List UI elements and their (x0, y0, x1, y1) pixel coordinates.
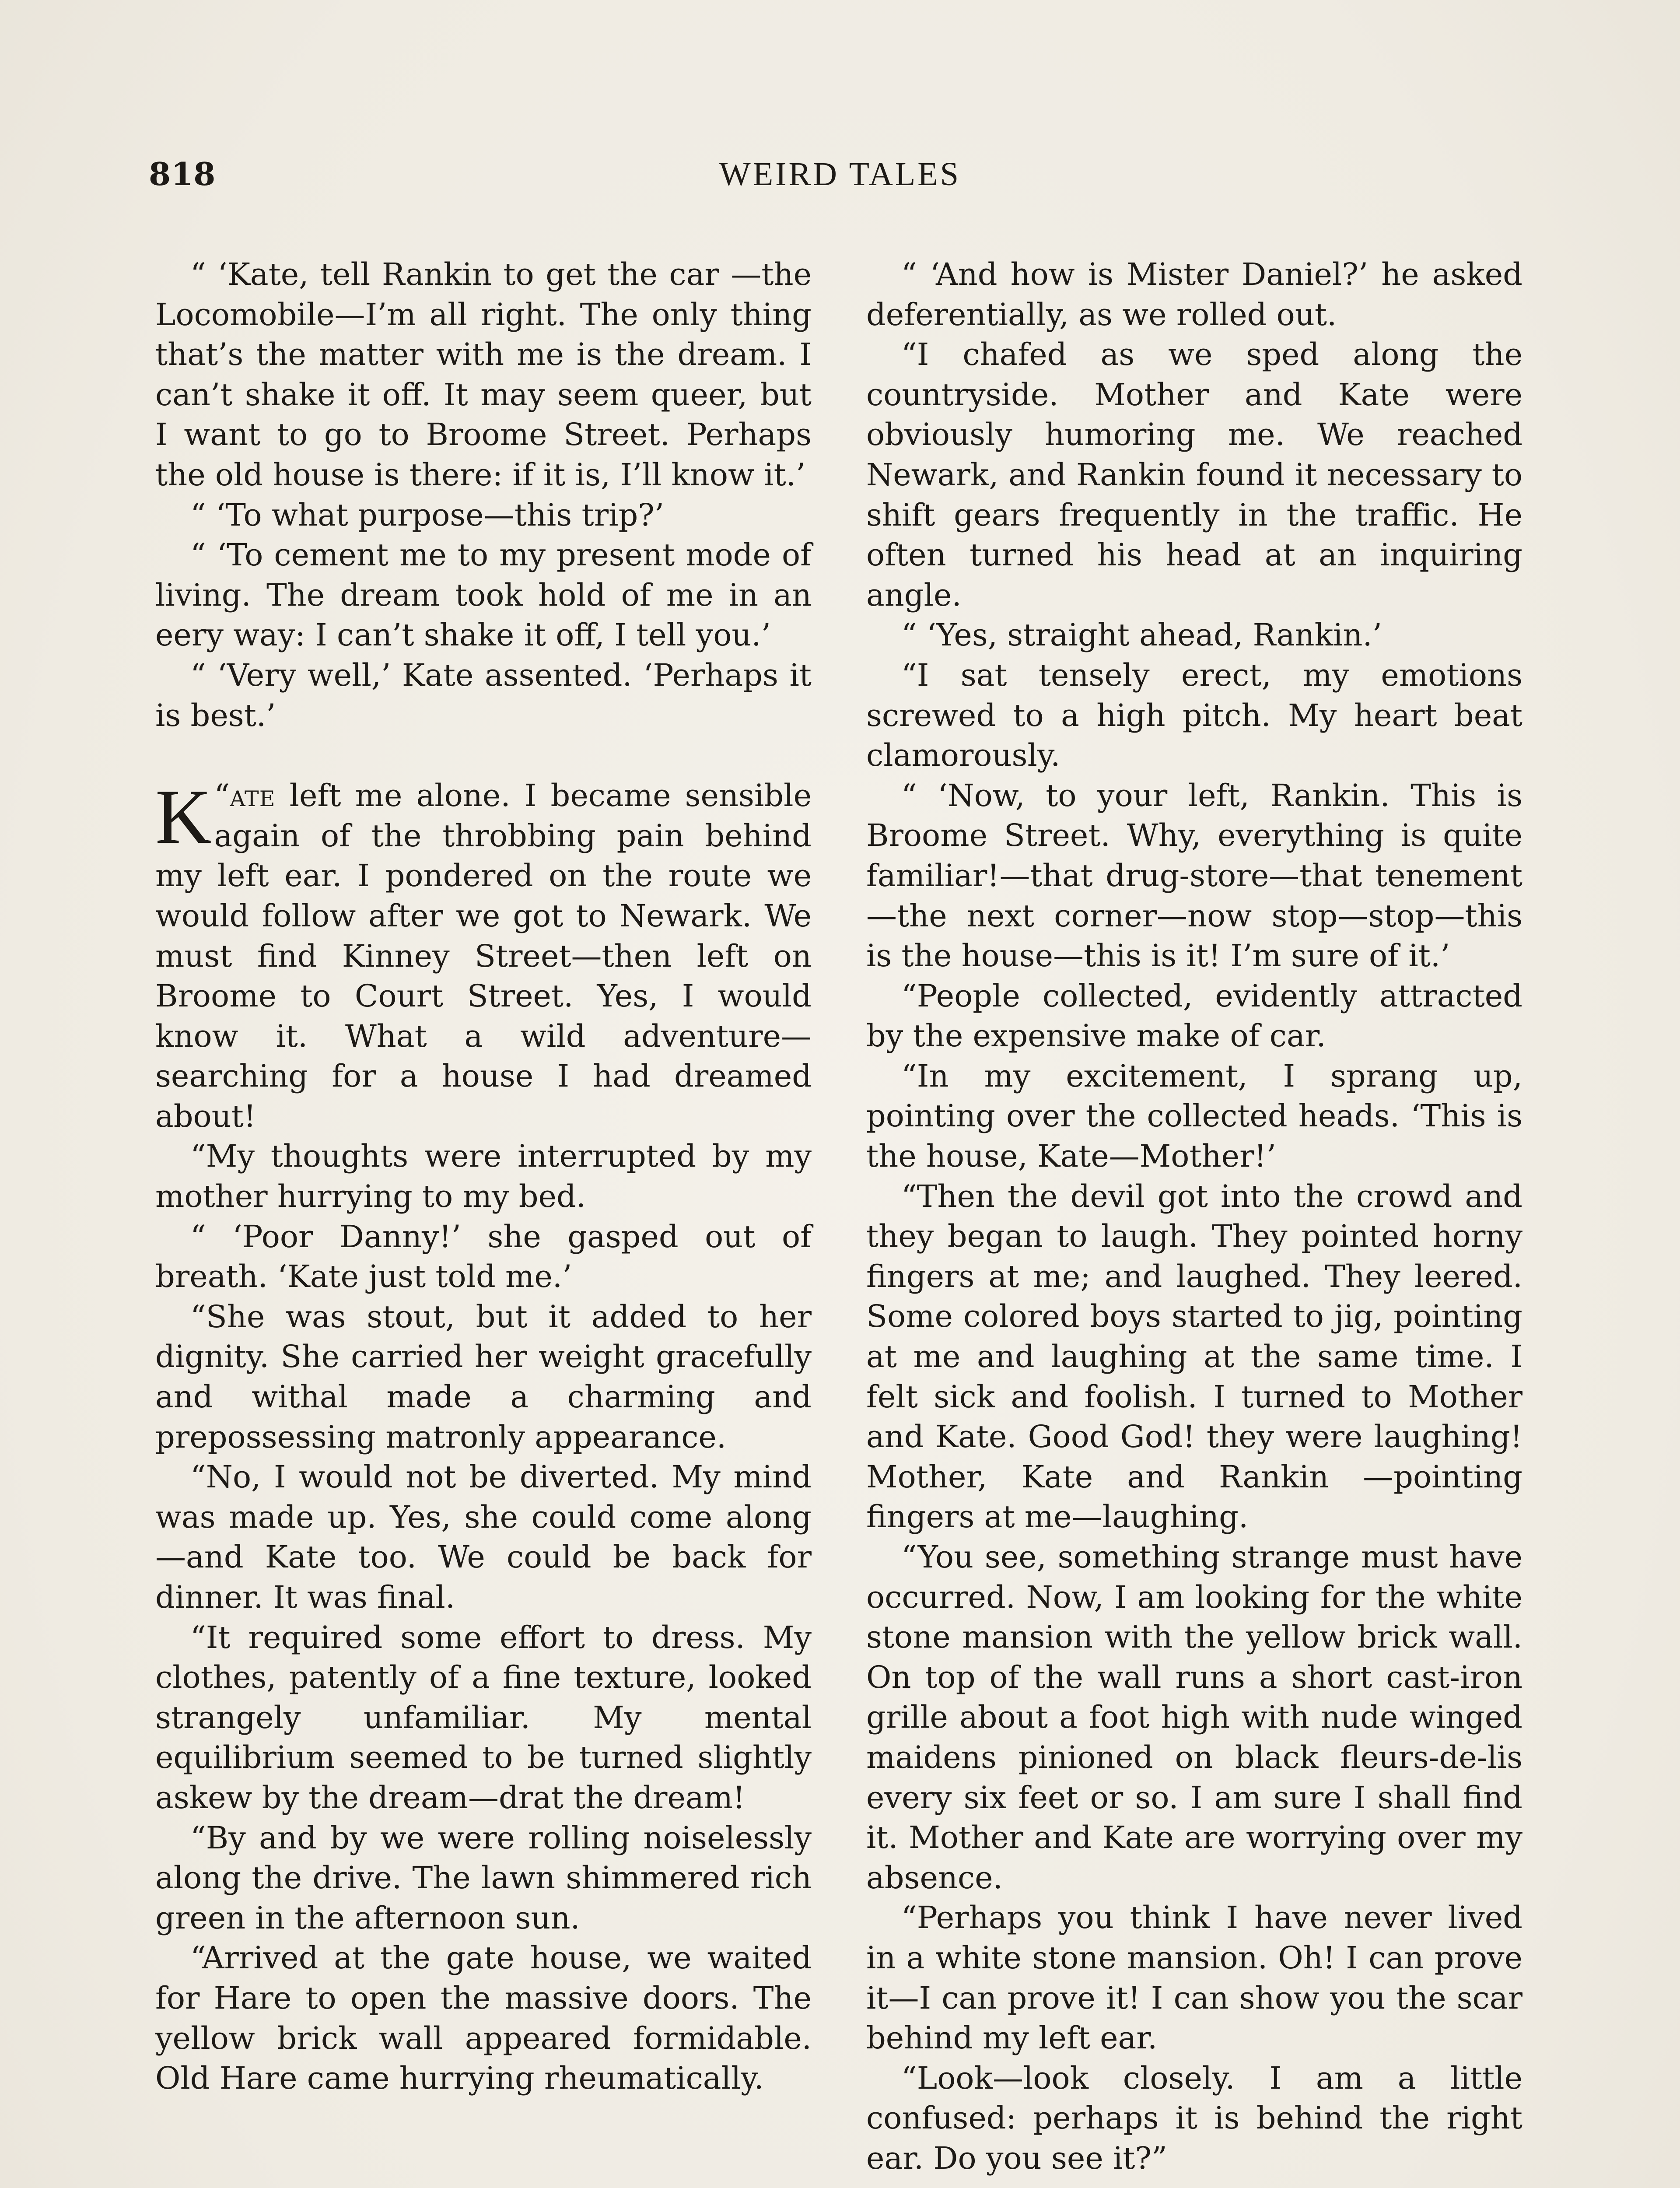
paragraph: “By and by we were rolling noiselessly along the drive. The lawn shimmered rich green in the afternoon sun. (155, 1820, 812, 1936)
paragraph: “ ‘To cement me to my present mode of living. The dream took hold of me in an eery way: I can’t shake it off, I tell you.’ (155, 537, 812, 653)
left-column (155, 255, 812, 2099)
opening-quote: “ (214, 778, 230, 814)
paragraph: “My thoughts were interrupted by my mother hurrying to my bed. (155, 1138, 812, 1215)
paragraph: “Look—look closely. I am a little confused: perhaps it is behind the right ear. Do you see it?” (866, 2060, 1522, 2176)
paragraph: “Arrived at the gate house, we waited for Hare to open the massive doors. The yellow brick wall appeared formidable. Old Hare came hurrying rheumatically. (155, 1940, 812, 2097)
drop-cap-paragraph (155, 773, 812, 1136)
paragraph: “In my excitement, I sprang up, pointing over the collected heads. ‘This is the house, Kate—Mother!’ (866, 1058, 1522, 1175)
section-break (155, 736, 812, 776)
paragraph: “ ‘Yes, straight ahead, Rankin.’ (901, 617, 1382, 653)
page-header (149, 155, 1531, 203)
paragraph: “It required some effort to dress. My clothes, patently of a fine texture, looked strangely unfamiliar. My mental equilibrium seemed to be turned slightly askew by the dream—drat the dream! (155, 1619, 812, 1816)
drop-cap-letter: K (155, 773, 212, 860)
paragraph: “ ‘Now, to your left, Rankin. This is Broome Street. Why, everything is quite familiar!—that drug-store—that tenement—the next corner—now stop—stop—this is the house—this is it! I’m sure of it.’ (866, 777, 1522, 974)
drop-cap-small-caps: ate (230, 778, 276, 814)
page-number: 818 (149, 155, 216, 193)
paragraph: “She was stout, but it added to her dignity. She carried her weight gracefully and withal made a charming and prepossessing matronly appearance. (155, 1298, 812, 1455)
paragraph: “ ‘And how is Mister Daniel?’ he asked deferentially, as we rolled out. (866, 256, 1522, 333)
paragraph: “I sat tensely erect, my emotions screwed to a high pitch. My heart beat clamorously. (866, 657, 1522, 774)
paragraph: “No, I would not be diverted. My mind was made up. Yes, she could come along—and Kate too. We could be back for dinner. It was final. (155, 1459, 812, 1615)
running-title: WEIRD TALES (719, 156, 961, 193)
drop-cap-paragraph-text: left me alone. I became sensible again of the throbbing pain behind my left ear. I pondered on the route we would follow after we got to Newark. We must find Kinney Street—then left on Broome to Court Street. Yes, I would know it. What a wild adventure—searching for a house I had dreamed about! (155, 778, 812, 1134)
paragraph: “ ‘Kate, tell Rankin to get the car —the Locomobile—I’m all right. The only thing that’s the matter with me is the dream. I can’t shake it off. It may seem queer, but I want to go to Broome Street. Perhaps the old house is there: if it is, I’ll know it.’ (155, 256, 812, 493)
paragraph: “People collected, evidently attracted by the expensive make of car. (866, 978, 1522, 1054)
paragraph: “You see, something strange must have occurred. Now, I am looking for the white stone mansion with the yellow brick wall. On top of the wall runs a short cast-iron grille about a foot high with nude winged maidens pinioned on black fleurs-de-lis every six feet or so. I am sure I shall find it. Mother and Kate are worrying over my absence. (866, 1539, 1522, 1896)
paragraph: “ ‘To what purpose—this trip?’ (190, 497, 665, 533)
paragraph: “ ‘Poor Danny!’ she gasped out of breath. ‘Kate just told me.’ (155, 1218, 812, 1295)
right-column (866, 255, 1522, 2179)
paragraph: “Perhaps you think I have never lived in a white stone mansion. Oh! I can prove it—I can prove it! I can show you the scar behind my left ear. (866, 1900, 1522, 2056)
paragraph: “I chafed as we sped along the countryside. Mother and Kate were obviously humoring me. We reached Newark, and Rankin found it necessary to shift gears frequently in the traffic. He often turned his head at an inquiring angle. (866, 337, 1522, 613)
paragraph: “ ‘Very well,’ Kate assented. ‘Perhaps it is best.’ (155, 657, 812, 733)
paragraph: “Then the devil got into the crowd and they began to laugh. They pointed horny fingers at me; and laughed. They leered. Some colored boys started to jig, pointing at me and laughing at the same time. I felt sick and foolish. I turned to Mother and Kate. Good God! they were laughing! Mother, Kate and Rankin —pointing fingers at me—laughing. (866, 1178, 1522, 1535)
